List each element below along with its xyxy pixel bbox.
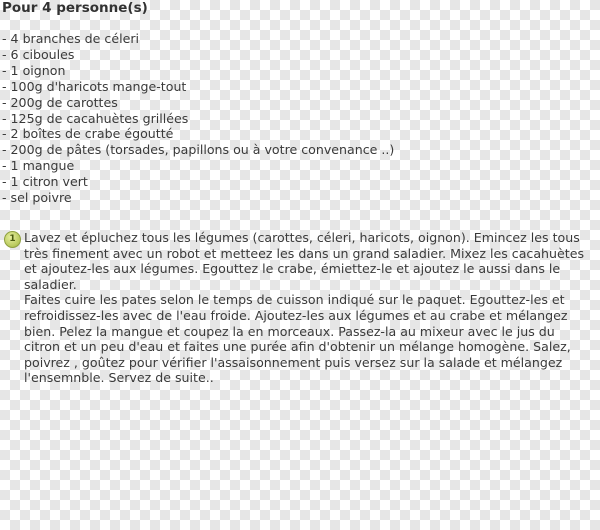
ingredient-item: - 1 mangue [2,158,75,174]
step-number-badge: 1 [4,231,21,248]
recipe-servings-title: Pour 4 personne(s) [2,0,148,16]
ingredient-item: - 4 branches de céleri [2,31,139,46]
ingredient-item: - 125g de cacahuètes grillées [2,110,189,126]
ingredient-list [2,31,394,206]
step-paragraph: Lavez et épluchez tous les légumes (carottes, céleri, haricots, oignon). Emincez les tous très finement avec un robot et metteez les dans un grand saladier. Mixez les cacahuètes et ajoutez-les aux légumes. Egouttez le crabe, émiettez-le et ajoutez le aussi dans le saladier. [24,230,585,292]
ingredient-item: - 100g d'haricots mange-tout [2,78,187,94]
ingredient-item: - 1 oignon [2,62,66,78]
ingredient-item: - 200g de pâtes (torsades, papillons ou à votre convenance ..) [2,142,395,158]
step-paragraph: Faites cuire les pates selon le temps de cuisson indiqué sur le paquet. Egouttez-les et refroidissez-les avec de l'eau froide. Ajoutez-les aux légumes et au crabe et mélangez bien. Pelez la mangue et coupez la en morceaux. Passez-la au mixeur avec le jus du citron et un peu d'eau et faites une purée afin d'obtenir un mélange homogène. Salez, poivrez , goûtez pour vérifier l'assaisonnement puis versez sur la salade et mélangez l'ensemnble. Servez de suite.. [24,292,571,386]
ingredient-item: - sel poivre [2,190,72,206]
ingredient-item: - 2 boîtes de crabe égoutté [2,126,174,142]
ingredient-item: - 1 citron vert [2,174,88,190]
recipe-step [4,230,594,386]
step-instructions [24,230,594,386]
ingredient-item: - 200g de carottes [2,94,118,110]
ingredient-item: - 6 ciboules [2,46,75,62]
